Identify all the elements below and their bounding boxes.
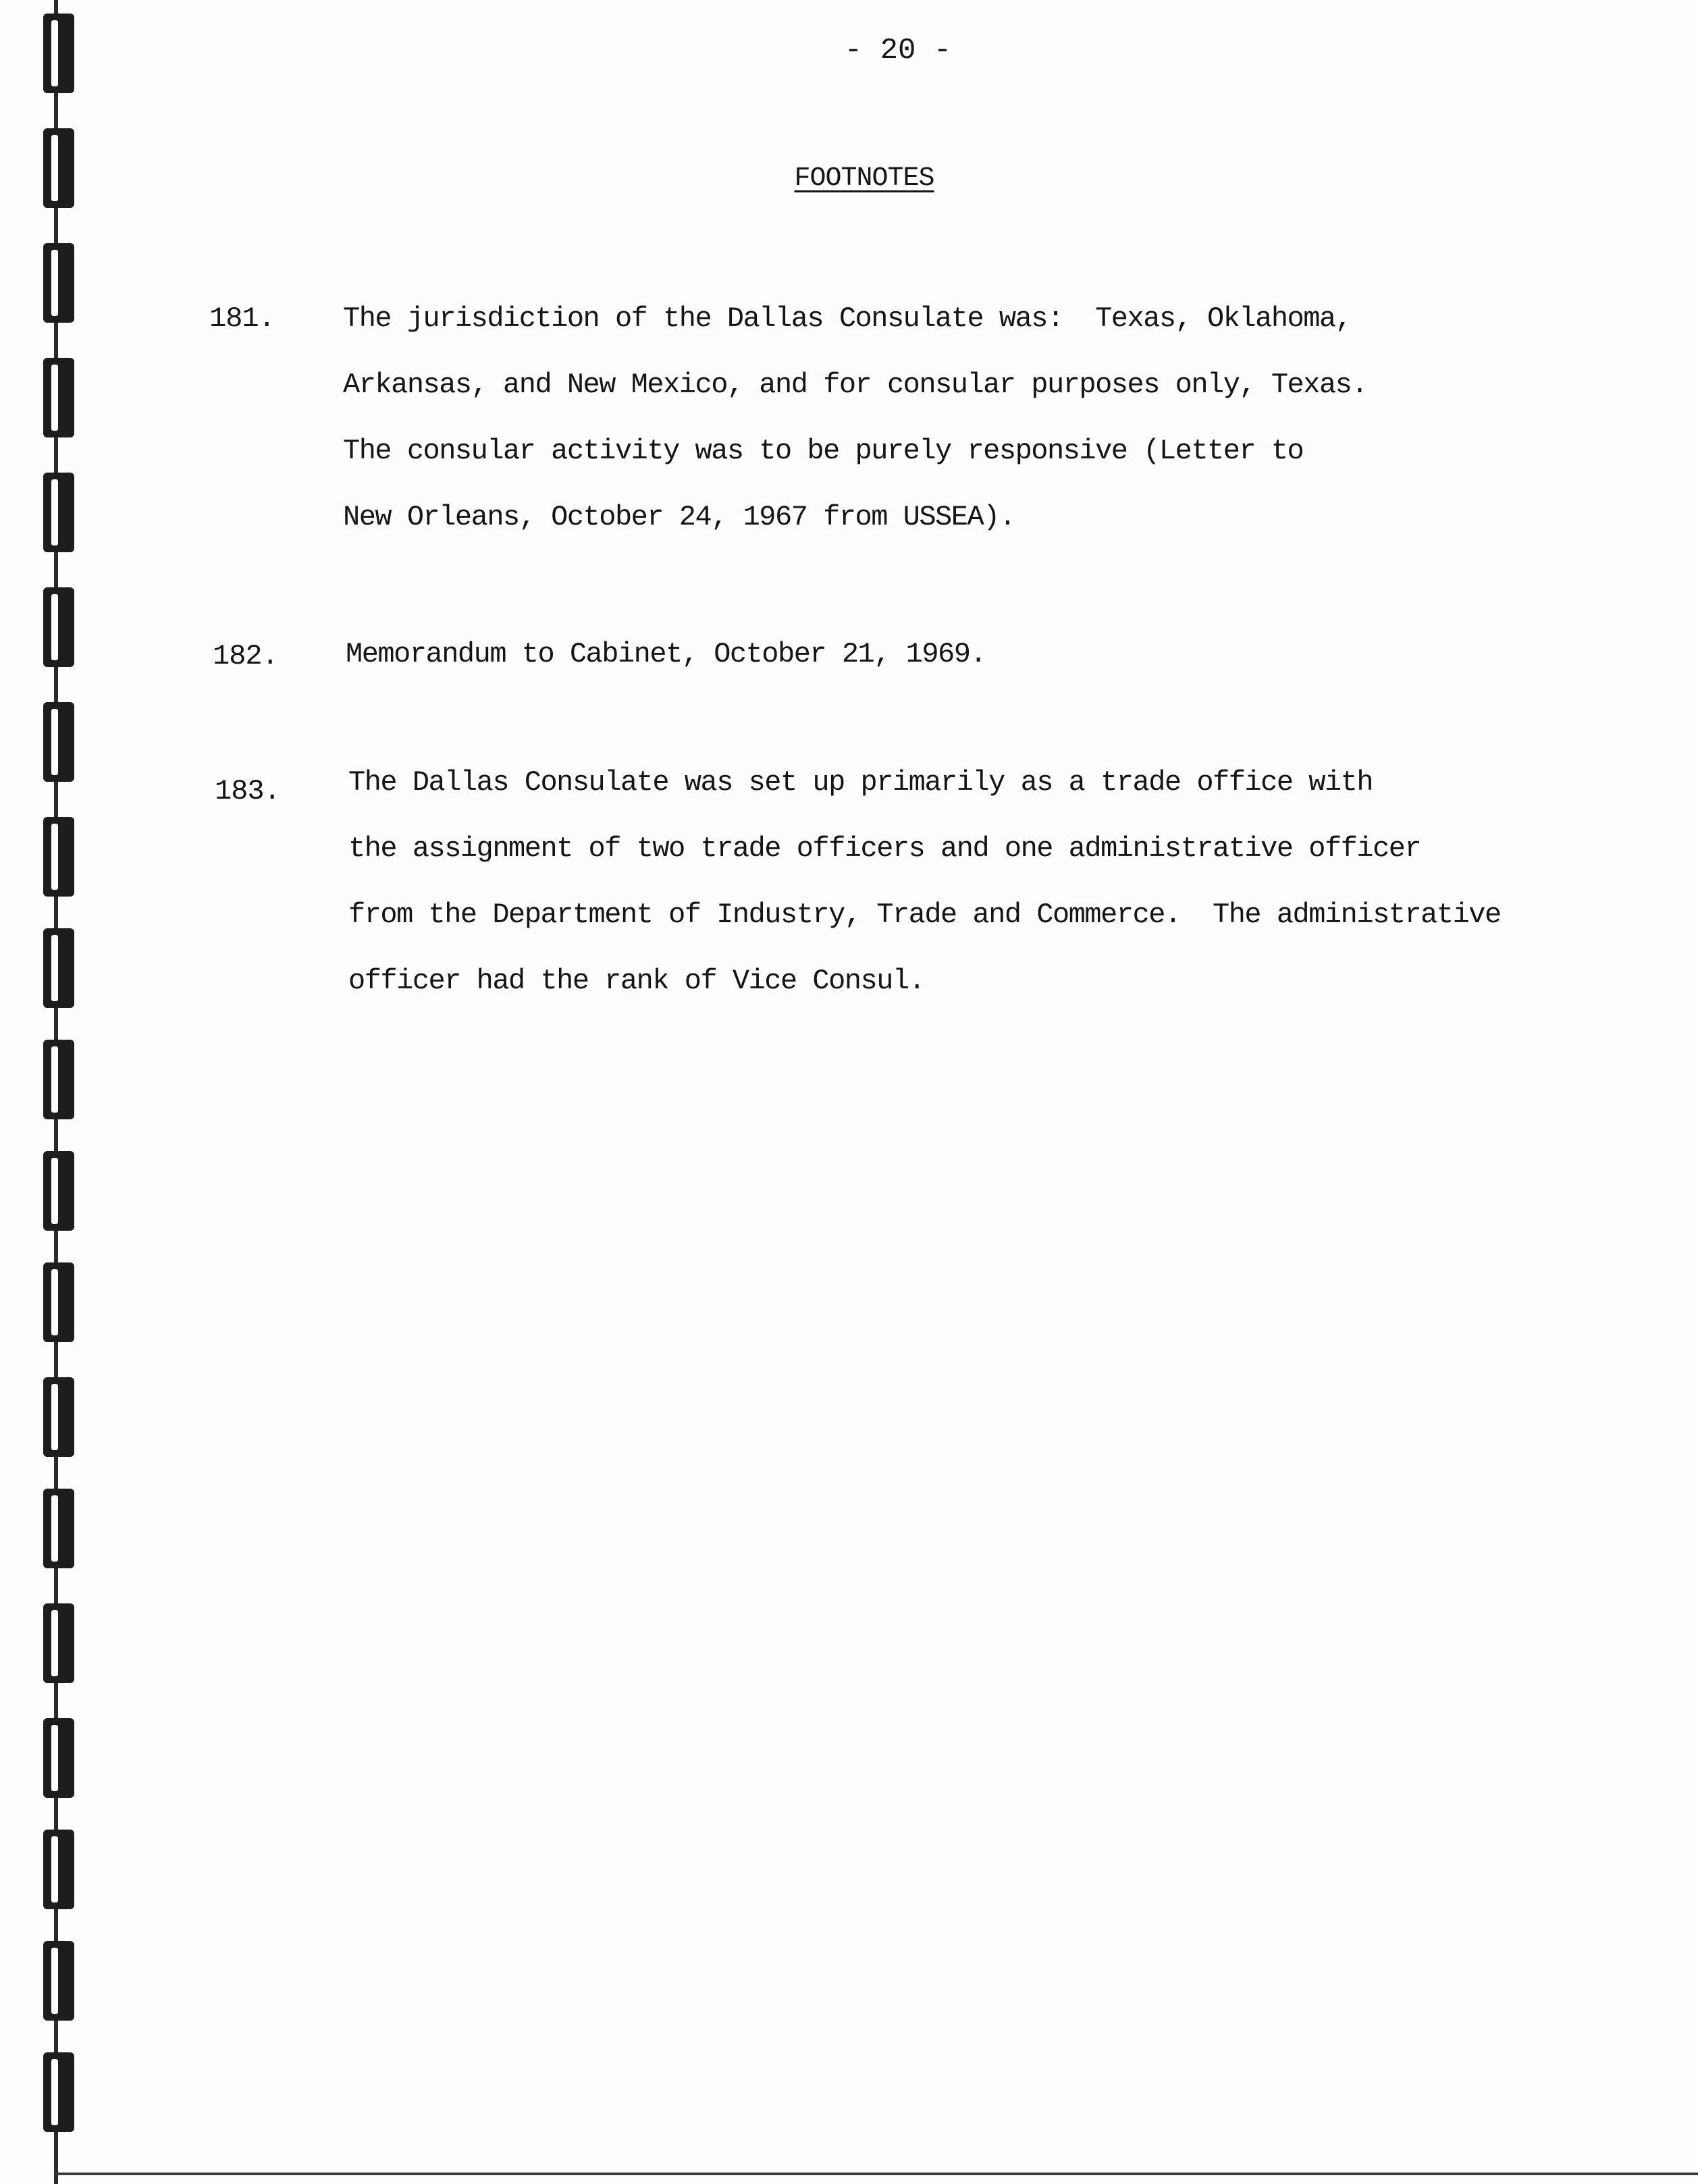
binding-ring [43, 1830, 74, 1909]
page-number: - 20 - [844, 34, 952, 68]
binding-ring [43, 2052, 74, 2132]
binding-ring [43, 243, 74, 323]
binding-ring [43, 1718, 74, 1798]
footnote-line: The jurisdiction of the Dallas Consulate was: Texas, Oklahoma, [343, 302, 1352, 335]
binding-ring [43, 358, 74, 437]
binding-ring [43, 702, 74, 782]
binding-ring [43, 817, 74, 897]
footnote-line: The Dallas Consulate was set up primarily as a trade office with [348, 766, 1373, 799]
footnote-line: Arkansas, and New Mexico, and for consular purposes only, Texas. [343, 369, 1368, 401]
binding-ring [43, 928, 74, 1008]
footnote-text [343, 286, 1367, 550]
spiral-binding [27, 0, 88, 2184]
binding-ring [43, 1489, 74, 1568]
bottom-edge-line [54, 2173, 1698, 2175]
binding-ring [43, 1262, 74, 1342]
footnote-line: the assignment of two trade officers and one administrative officer [348, 832, 1421, 865]
binding-ring [43, 1941, 74, 2021]
footnote-line: New Orleans, October 24, 1967 from USSEA). [343, 501, 1015, 533]
binding-ring [43, 14, 74, 93]
footnote-text [348, 749, 1501, 1014]
footnote-line: from the Department of Industry, Trade and Commerce. The administrative [348, 899, 1501, 931]
binding-ring [43, 1377, 74, 1457]
page-heading: FOOTNOTES [794, 163, 934, 194]
footnote-line: The consular activity was to be purely responsive (Letter to [343, 435, 1304, 467]
footnote-line: officer had the rank of Vice Consul. [348, 965, 925, 997]
binding-ring [43, 473, 74, 552]
footnote-text [346, 621, 986, 687]
binding-ring [43, 128, 74, 208]
binding-ring [43, 587, 74, 667]
binding-ring [43, 1040, 74, 1119]
binding-ring [43, 1151, 74, 1231]
footnote-number: 183. [215, 775, 280, 807]
footnote-line: Memorandum to Cabinet, October 21, 1969. [346, 638, 986, 670]
footnote-number: 182. [213, 640, 278, 672]
footnote-number: 181. [209, 302, 275, 335]
binding-ring [43, 1603, 74, 1683]
